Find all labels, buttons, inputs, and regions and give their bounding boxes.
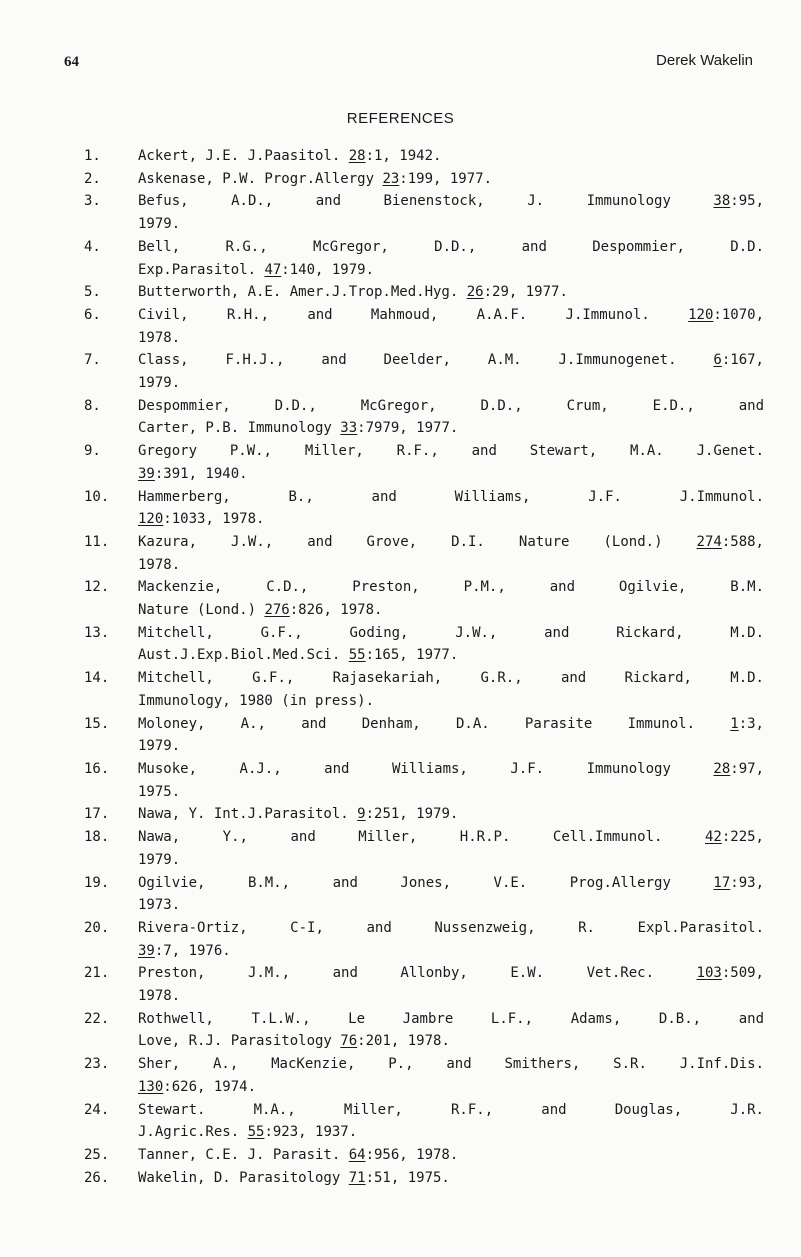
volume-number: 276 bbox=[264, 602, 290, 619]
reference-number: 13. bbox=[84, 624, 110, 641]
reference-line: Preston, J.M., and Allonby, E.W. Vet.Rec. 103:509, bbox=[138, 965, 764, 982]
reference-item bbox=[84, 622, 764, 667]
reference-number: 9. bbox=[84, 443, 101, 460]
reference-number: 26. bbox=[84, 1169, 110, 1186]
section-title: REFERENCES bbox=[346, 110, 455, 127]
reference-line: J.Agric.Res. 55:923, 1937. bbox=[138, 1124, 358, 1141]
reference-line: 1979. bbox=[138, 375, 181, 392]
reference-number: 11. bbox=[84, 533, 110, 550]
reference-line: Wakelin, D. Parasitology 71:51, 1975. bbox=[138, 1169, 450, 1186]
volume-number: 39 bbox=[138, 465, 155, 482]
reference-line: 1975. bbox=[138, 783, 181, 800]
reference-text bbox=[138, 826, 764, 871]
reference-line: Aust.J.Exp.Biol.Med.Sci. 55:165, 1977. bbox=[138, 647, 459, 664]
reference-line: Bell, R.G., McGregor, D.D., and Despommier, D.D. bbox=[138, 238, 764, 255]
reference-line: Rivera-Ortiz, C-I, and Nussenzweig, R. Expl.Parasitol. bbox=[138, 919, 764, 936]
volume-number: 9 bbox=[357, 806, 366, 823]
reference-number: 5. bbox=[84, 284, 101, 301]
reference-text bbox=[138, 803, 764, 826]
volume-number: 71 bbox=[348, 1169, 366, 1186]
reference-number: 8. bbox=[84, 397, 101, 414]
reference-line: Immunology, 1980 (in press). bbox=[138, 692, 375, 709]
volume-number: 26 bbox=[466, 284, 484, 301]
reference-item bbox=[84, 1167, 764, 1190]
volume-number: 55 bbox=[348, 647, 366, 664]
volume-number: 33 bbox=[340, 420, 358, 437]
reference-item bbox=[84, 440, 764, 485]
reference-text bbox=[138, 190, 764, 235]
reference-item bbox=[84, 917, 764, 962]
reference-number: 1. bbox=[84, 148, 101, 164]
reference-item bbox=[84, 236, 764, 281]
volume-number: 28 bbox=[713, 760, 731, 777]
reference-number: 7. bbox=[84, 352, 101, 369]
reference-line: 1978. bbox=[138, 988, 181, 1005]
reference-item bbox=[84, 962, 764, 1007]
reference-line: Rothwell, T.L.W., Le Jambre L.F., Adams, D.B., and bbox=[138, 1010, 764, 1027]
reference-text bbox=[138, 1167, 764, 1190]
reference-line: Tanner, C.E. J. Parasit. 64:956, 1978. bbox=[138, 1146, 459, 1163]
volume-number: 6 bbox=[713, 352, 722, 369]
reference-text bbox=[138, 872, 764, 917]
reference-text bbox=[138, 962, 764, 1007]
reference-line: 130:626, 1974. bbox=[138, 1078, 257, 1095]
reference-line: Despommier, D.D., McGregor, D.D., Crum, E.D., and bbox=[138, 397, 764, 414]
reference-line: Nawa, Y., and Miller, H.R.P. Cell.Immunol. 42:225, bbox=[138, 829, 764, 846]
reference-item bbox=[84, 1053, 764, 1098]
reference-text bbox=[138, 917, 764, 962]
reference-line: Hammerberg, B., and Williams, J.F. J.Immunol. bbox=[138, 488, 764, 505]
reference-text bbox=[138, 168, 764, 191]
reference-text bbox=[138, 486, 764, 531]
reference-line: Butterworth, A.E. Amer.J.Trop.Med.Hyg. 26:29, 1977. bbox=[138, 284, 568, 301]
reference-line: Civil, R.H., and Mahmoud, A.A.F. J.Immunol. 120:1070, bbox=[138, 306, 764, 323]
reference-number: 16. bbox=[84, 760, 110, 777]
reference-item bbox=[84, 190, 764, 235]
reference-number: 23. bbox=[84, 1056, 110, 1073]
reference-text bbox=[138, 531, 764, 576]
reference-item bbox=[84, 168, 764, 191]
reference-line: Mackenzie, C.D., Preston, P.M., and Ogilvie, B.M. bbox=[138, 579, 764, 596]
volume-number: 38 bbox=[713, 193, 731, 210]
reference-text bbox=[138, 576, 764, 621]
reference-line: Class, F.H.J., and Deelder, A.M. J.Immunogenet. 6:167, bbox=[138, 352, 764, 369]
reference-item bbox=[84, 803, 764, 826]
reference-text bbox=[138, 667, 764, 712]
reference-number: 17. bbox=[84, 806, 110, 823]
reference-line: 39:391, 1940. bbox=[138, 465, 248, 482]
reference-line: Musoke, A.J., and Williams, J.F. Immunology 28:97, bbox=[138, 760, 764, 777]
reference-line: 120:1033, 1978. bbox=[138, 511, 265, 528]
reference-line: Askenase, P.W. Progr.Allergy 23:199, 1977. bbox=[138, 170, 493, 187]
page-number: 64 bbox=[64, 54, 79, 70]
reference-number: 20. bbox=[84, 919, 110, 936]
volume-number: 39 bbox=[138, 942, 155, 959]
reference-line: 1973. bbox=[138, 897, 181, 914]
reference-line: Love, R.J. Parasitology 76:201, 1978. bbox=[138, 1033, 450, 1050]
volume-number: 64 bbox=[348, 1146, 366, 1163]
reference-number: 15. bbox=[84, 715, 110, 732]
reference-item bbox=[84, 872, 764, 917]
volume-number: 103 bbox=[696, 965, 722, 982]
volume-number: 1 bbox=[730, 715, 739, 732]
page-header bbox=[64, 50, 753, 74]
reference-number: 22. bbox=[84, 1010, 110, 1027]
reference-line: 1978. bbox=[138, 556, 181, 573]
reference-line: 1978. bbox=[138, 329, 181, 346]
reference-number: 3. bbox=[84, 193, 101, 210]
reference-line: Nature (Lond.) 276:826, 1978. bbox=[138, 602, 383, 619]
reference-line: Mitchell, G.F., Rajasekariah, G.R., and Rickard, M.D. bbox=[138, 670, 764, 687]
reference-text bbox=[138, 304, 764, 349]
reference-text bbox=[138, 281, 764, 304]
reference-text bbox=[138, 395, 764, 440]
reference-item bbox=[84, 713, 764, 758]
reference-text bbox=[138, 1053, 764, 1098]
reference-item bbox=[84, 826, 764, 871]
volume-number: 120 bbox=[138, 511, 164, 528]
reference-text bbox=[138, 440, 764, 485]
reference-text bbox=[138, 758, 764, 803]
reference-item bbox=[84, 1008, 764, 1053]
reference-item bbox=[84, 304, 764, 349]
reference-item bbox=[84, 1099, 764, 1144]
reference-line: Ogilvie, B.M., and Jones, V.E. Prog.Allergy 17:93, bbox=[138, 874, 764, 891]
reference-line: Stewart. M.A., Miller, R.F., and Douglas, J.R. bbox=[138, 1101, 764, 1118]
reference-item bbox=[84, 667, 764, 712]
reference-line: Moloney, A., and Denham, D.A. Parasite Immunol. 1:3, bbox=[138, 715, 764, 732]
volume-number: 76 bbox=[340, 1033, 358, 1050]
reference-line: 39:7, 1976. bbox=[138, 942, 231, 959]
reference-number: 4. bbox=[84, 238, 101, 255]
volume-number: 28 bbox=[348, 148, 366, 164]
reference-text bbox=[138, 145, 764, 168]
reference-text bbox=[138, 1008, 764, 1053]
reference-text bbox=[138, 1099, 764, 1144]
reference-line: Befus, A.D., and Bienenstock, J. Immunology 38:95, bbox=[138, 193, 764, 210]
reference-item bbox=[84, 145, 764, 168]
reference-line: 1979. bbox=[138, 216, 181, 233]
reference-number: 25. bbox=[84, 1146, 110, 1163]
reference-item bbox=[84, 576, 764, 621]
volume-number: 17 bbox=[713, 874, 731, 891]
volume-number: 42 bbox=[704, 829, 722, 846]
reference-number: 10. bbox=[84, 488, 110, 505]
reference-number: 19. bbox=[84, 874, 110, 891]
volume-number: 274 bbox=[696, 533, 722, 550]
volume-number: 23 bbox=[382, 170, 400, 187]
reference-text bbox=[138, 713, 764, 758]
reference-item bbox=[84, 531, 764, 576]
reference-number: 21. bbox=[84, 965, 110, 982]
reference-list bbox=[84, 145, 764, 1189]
reference-item bbox=[84, 281, 764, 304]
reference-item bbox=[84, 395, 764, 440]
reference-number: 18. bbox=[84, 829, 110, 846]
reference-line: 1979. bbox=[138, 738, 181, 755]
reference-line: 1979. bbox=[138, 851, 181, 868]
reference-number: 12. bbox=[84, 579, 110, 596]
reference-item bbox=[84, 349, 764, 394]
reference-number: 14. bbox=[84, 670, 110, 687]
volume-number: 55 bbox=[247, 1124, 265, 1141]
reference-text bbox=[138, 349, 764, 394]
reference-number: 24. bbox=[84, 1101, 110, 1118]
reference-item bbox=[84, 486, 764, 531]
reference-number: 6. bbox=[84, 306, 101, 323]
volume-number: 130 bbox=[138, 1078, 164, 1095]
reference-line: Carter, P.B. Immunology 33:7979, 1977. bbox=[138, 420, 459, 437]
reference-line: Gregory P.W., Miller, R.F., and Stewart, M.A. J.Genet. bbox=[138, 443, 764, 460]
reference-line: Mitchell, G.F., Goding, J.W., and Rickard, M.D. bbox=[138, 624, 764, 641]
reference-line: Exp.Parasitol. 47:140, 1979. bbox=[138, 261, 375, 278]
volume-number: 120 bbox=[688, 306, 714, 323]
reference-text bbox=[138, 236, 764, 281]
reference-line: Ackert, J.E. J.Paasitol. 28:1, 1942. bbox=[138, 148, 442, 164]
reference-line: Sher, A., MacKenzie, P., and Smithers, S.R. J.Inf.Dis. bbox=[138, 1056, 764, 1073]
reference-text bbox=[138, 622, 764, 667]
volume-number: 47 bbox=[264, 261, 282, 278]
reference-item bbox=[84, 1144, 764, 1167]
reference-line: Kazura, J.W., and Grove, D.I. Nature (Lond.) 274:588, bbox=[138, 533, 764, 550]
running-head: Derek Wakelin bbox=[656, 52, 753, 69]
reference-line: Nawa, Y. Int.J.Parasitol. 9:251, 1979. bbox=[138, 806, 459, 823]
reference-item bbox=[84, 758, 764, 803]
reference-number: 2. bbox=[84, 170, 101, 187]
reference-text bbox=[138, 1144, 764, 1167]
